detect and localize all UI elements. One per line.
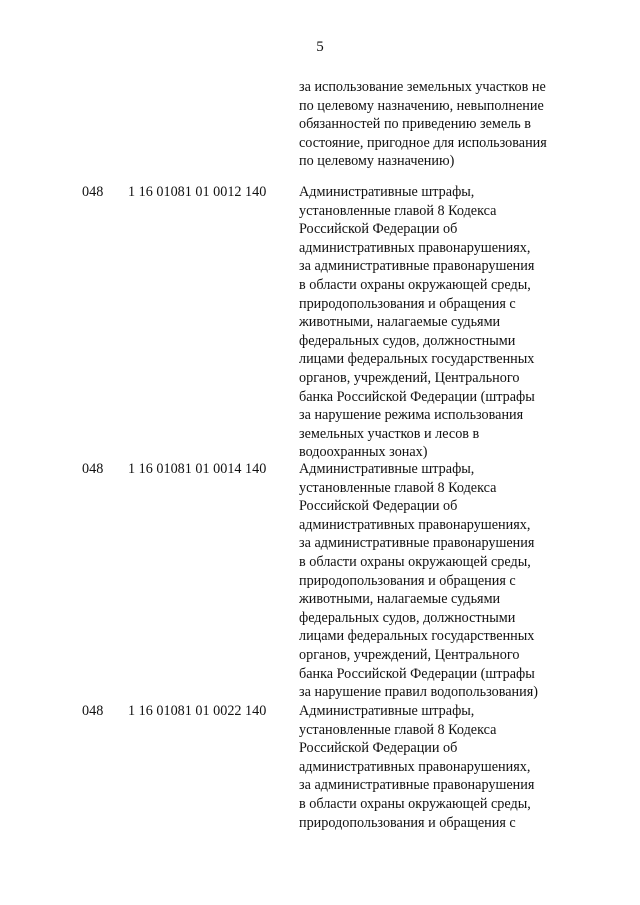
description-line: федеральных судов, должностными xyxy=(299,332,516,349)
admin-code: 048 xyxy=(82,461,104,477)
description-line: установленные главой 8 Кодекса xyxy=(299,479,497,496)
description-line: установленные главой 8 Кодекса xyxy=(299,721,497,738)
description-line: лицами федеральных государственных xyxy=(299,351,535,368)
description-line: земельных участков и лесов в xyxy=(299,425,480,442)
continuation-description xyxy=(299,78,579,171)
description-line: животными, налагаемые судьями xyxy=(299,314,501,331)
description-line: водоохранных зонах) xyxy=(299,444,428,461)
description-line: административных правонарушениях, xyxy=(299,758,531,775)
description-line: за нарушение правил водопользования) xyxy=(299,684,538,701)
budget-classification-code: 1 16 01081 01 0014 140 xyxy=(128,461,267,477)
description-line: Административные штрафы, xyxy=(299,184,475,200)
description-line: природопользования и обращения с xyxy=(299,814,516,831)
admin-code: 048 xyxy=(82,184,104,200)
description-line: обязанностей по приведению земель в xyxy=(299,116,532,133)
description-line: в области охраны окружающей среды, xyxy=(299,795,531,812)
description-line: административных правонарушениях, xyxy=(299,239,531,256)
budget-classification-code: 1 16 01081 01 0022 140 xyxy=(128,703,267,719)
description-line: природопользования и обращения с xyxy=(299,295,516,312)
budget-classification-code: 1 16 01081 01 0012 140 xyxy=(128,184,267,200)
description-line: по целевому назначению, невыполнение xyxy=(299,97,544,114)
row-description xyxy=(299,460,579,702)
page-number: 5 xyxy=(316,39,324,55)
description-line: Российской Федерации об xyxy=(299,740,458,757)
description-line: состояние, пригодное для использования xyxy=(299,134,547,151)
description-line: по целевому назначению) xyxy=(299,153,455,170)
description-line: за административные правонарушения xyxy=(299,777,535,794)
description-line: банка Российской Федерации (штрафы xyxy=(299,665,535,682)
description-line: административных правонарушениях, xyxy=(299,516,531,533)
description-line: за нарушение режима использования xyxy=(299,407,524,424)
description-line: Российской Федерации об xyxy=(299,221,458,238)
description-line: лицами федеральных государственных xyxy=(299,628,535,645)
description-line: Российской Федерации об xyxy=(299,498,458,515)
description-line: природопользования и обращения с xyxy=(299,572,516,589)
description-line: органов, учреждений, Центрального xyxy=(299,369,520,386)
description-line: федеральных судов, должностными xyxy=(299,609,516,626)
description-line: Административные штрафы, xyxy=(299,703,475,719)
description-line: установленные главой 8 Кодекса xyxy=(299,202,497,219)
description-line: животными, налагаемые судьями xyxy=(299,591,501,608)
description-line: в области охраны окружающей среды, xyxy=(299,276,531,293)
description-line: за административные правонарушения xyxy=(299,258,535,275)
description-line: за использование земельных участков не xyxy=(299,79,546,95)
description-line: органов, учреждений, Центрального xyxy=(299,646,520,663)
row-description xyxy=(299,702,579,832)
description-line: банка Российской Федерации (штрафы xyxy=(299,388,535,405)
row-description xyxy=(299,183,579,462)
description-line: за административные правонарушения xyxy=(299,535,535,552)
description-line: Административные штрафы, xyxy=(299,461,475,477)
description-line: в области охраны окружающей среды, xyxy=(299,553,531,570)
admin-code: 048 xyxy=(82,703,104,719)
